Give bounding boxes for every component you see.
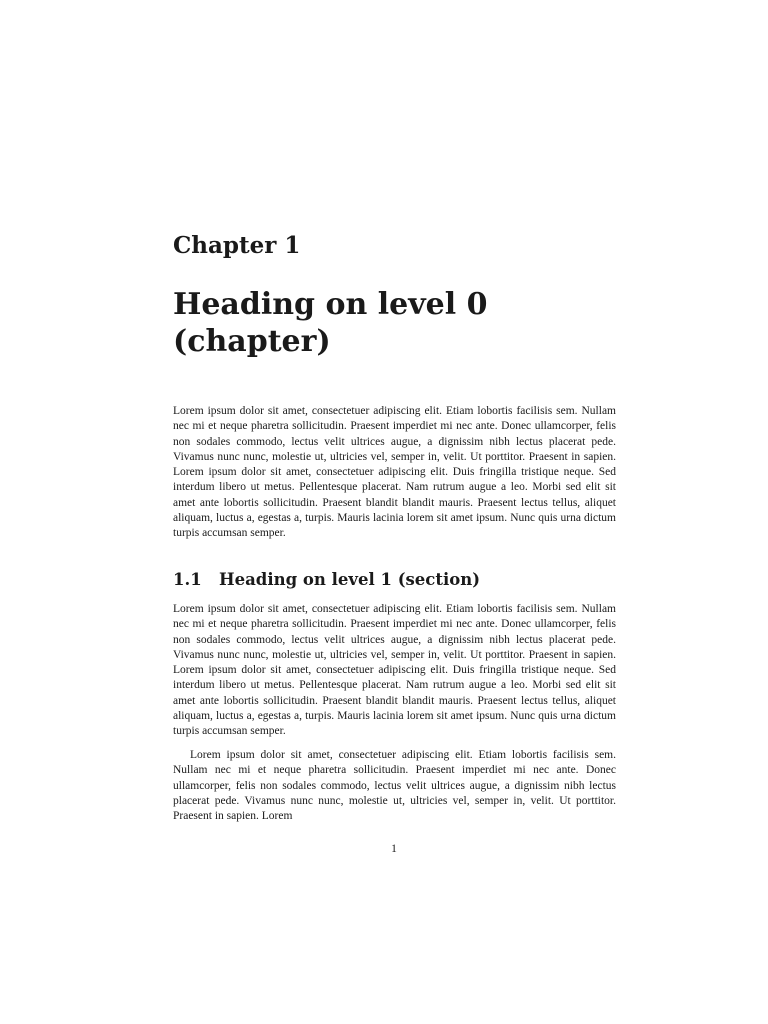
section-title: Heading on level 1 (section) — [219, 570, 481, 589]
chapter-title-line-2: (chapter) — [173, 324, 331, 359]
section-heading — [173, 569, 480, 591]
chapter-title-line-1: Heading on level 0 — [173, 287, 488, 322]
section-number: 1.1 — [173, 570, 202, 589]
chapter-label: Chapter 1 — [173, 232, 301, 259]
chapter-title — [173, 286, 613, 360]
section-paragraph-2: Lorem ipsum dolor sit amet, consectetuer adipiscing elit. Etiam lobortis facilisis sem. Nullam nec mi et neque pharetra sollicitudin. Praesent imperdiet mi nec ante. Donec ullamcorper, felis non sodales commodo, lectus velit ultrices augue, a dignissim nibh lectus placerat pede. Vivamus nunc nunc, molestie ut, ultricies vel, semper in, velit. Ut porttitor. Praesent in sapien. Lorem — [173, 749, 616, 822]
section-paragraph-1: Lorem ipsum dolor sit amet, consectetuer adipiscing elit. Etiam lobortis facilisis sem. Nullam nec mi et neque pharetra sollicitudin. Praesent imperdiet mi nec ante. Donec ullamcorper, felis non sodales commodo, lectus velit ultrices augue, a dignissim nibh lectus placerat pede. Vivamus nunc nunc, molestie ut, ultricies vel, semper in, velit. Ut porttitor. Praesent in sapien. Lorem ipsum dolor sit amet, consectetuer adipiscing elit. Duis fringilla tristique neque. Sed interdum libero ut metus. Pellentesque placerat. Nam rutrum augue a leo. Morbi sed elit sit amet ante lobortis sollicitudin. Praesent blandit blandit mauris. Praesent lectus tellus, aliquet aliquam, luctus a, egestas a, turpis. Mauris lacinia lorem sit amet ipsum. Nunc quis urna dictum turpis accumsan semper. — [173, 603, 616, 738]
page-number: 1 — [391, 843, 397, 855]
intro-paragraph: Lorem ipsum dolor sit amet, consectetuer adipiscing elit. Etiam lobortis facilisis sem. Nullam nec mi et neque pharetra sollicitudin. Praesent imperdiet mi nec ante. Donec ullamcorper, felis non sodales commodo, lectus velit ultrices augue, a dignissim nibh lectus placerat pede. Vivamus nunc nunc, molestie ut, ultricies vel, semper in, velit. Ut porttitor. Praesent in sapien. Lorem ipsum dolor sit amet, consectetuer adipiscing elit. Duis fringilla tristique neque. Sed interdum libero ut metus. Pellentesque placerat. Nam rutrum augue a leo. Morbi sed elit sit amet ante lobortis sollicitudin. Praesent blandit blandit mauris. Praesent lectus tellus, aliquet aliquam, luctus a, egestas a, turpis. Mauris lacinia lorem sit amet ipsum. Nunc quis urna dictum turpis accumsan semper. — [173, 405, 616, 540]
